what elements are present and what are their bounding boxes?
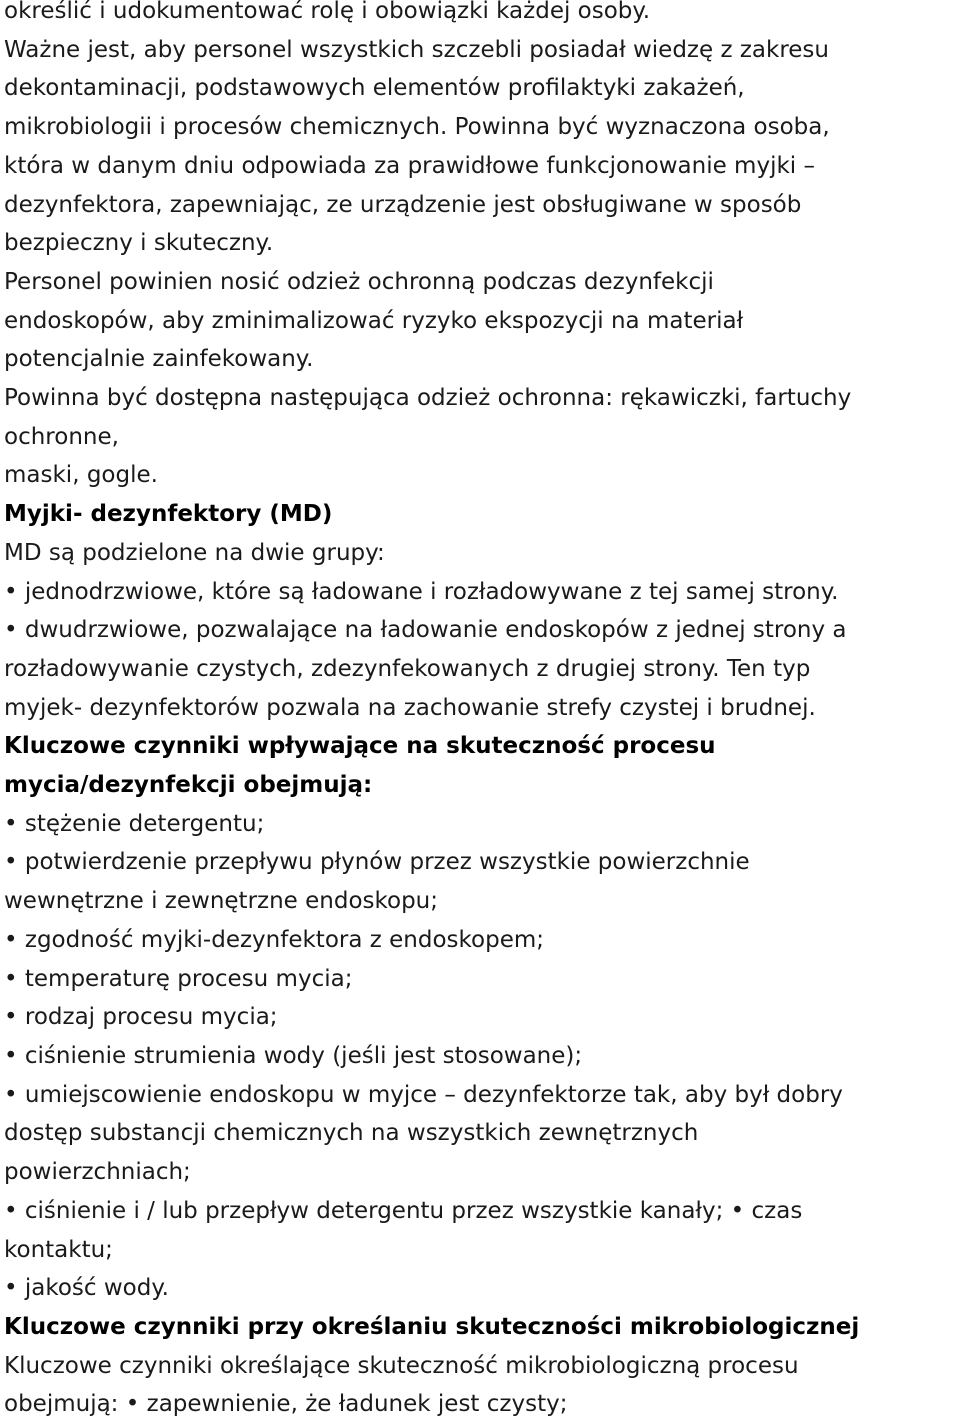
text-line: powierzchniach; bbox=[4, 1159, 191, 1186]
document-page bbox=[4, 0, 960, 1424]
text-line: mikrobiologii i procesów chemicznych. Powinna być wyznaczona osoba, bbox=[4, 114, 830, 141]
text-line: Ważne jest, aby personel wszystkich szczebli posiadał wiedzę z zakresu bbox=[4, 36, 829, 63]
list-item: • zgodność myjki-dezynfektora z endoskopem; bbox=[4, 926, 544, 953]
section-heading-key-factors: Kluczowe czynniki wpływające na skuteczność procesu bbox=[4, 733, 716, 760]
list-item: • umiejscowienie endoskopu w myjce – dezynfektorze tak, aby był dobry bbox=[4, 1081, 843, 1108]
text-line: ochronne, bbox=[4, 423, 119, 450]
list-item: • jakość wody. bbox=[4, 1275, 169, 1302]
text-line: Powinna być dostępna następująca odzież ochronna: rękawiczki, fartuchy bbox=[4, 385, 852, 412]
list-item: • dwudrzwiowe, pozwalające na ładowanie endoskopów z jednej strony a bbox=[4, 617, 847, 644]
text-line: rozładowywanie czystych, zdezynfekowanych z drugiej strony. Ten typ bbox=[4, 655, 811, 682]
text-line: kontaktu; bbox=[4, 1236, 113, 1263]
text-line: Kluczowe czynniki określające skuteczność mikrobiologiczną procesu bbox=[4, 1352, 799, 1379]
text-line: bezpieczny i skuteczny. bbox=[4, 230, 274, 257]
list-item: • jednodrzwiowe, które są ładowane i rozładowywane z tej samej strony. bbox=[4, 578, 839, 605]
text-line: wewnętrzne i zewnętrzne endoskopu; bbox=[4, 888, 439, 915]
section-heading-md: Myjki- dezynfektory (MD) bbox=[4, 501, 333, 528]
text-line: Personel powinien nosić odzież ochronną podczas dezynfekcji bbox=[4, 268, 714, 295]
text-line: myjek- dezynfektorów pozwala na zachowanie strefy czystej i brudnej. bbox=[4, 694, 816, 721]
text-line: określić i udokumentować rolę i obowiązki każdej osoby. bbox=[4, 0, 651, 24]
text-line: która w danym dniu odpowiada za prawidłowe funkcjonowanie myjki – bbox=[4, 152, 815, 179]
list-item: • ciśnienie strumienia wody (jeśli jest stosowane); bbox=[4, 1042, 583, 1069]
text-line: dostęp substancji chemicznych na wszystkich zewnętrznych bbox=[4, 1120, 699, 1147]
list-item: • temperaturę procesu mycia; bbox=[4, 965, 353, 992]
text-line: dezynfektora, zapewniając, ze urządzenie jest obsługiwane w sposób bbox=[4, 191, 802, 218]
text-line: dekontaminacji, podstawowych elementów profilaktyki zakażeń, bbox=[4, 75, 745, 102]
text-line: maski, gogle. bbox=[4, 462, 158, 489]
list-item: • ciśnienie i / lub przepływ detergentu przez wszystkie kanały; • czas bbox=[4, 1197, 803, 1224]
section-heading-microbiological: Kluczowe czynniki przy określaniu skuteczności mikrobiologicznej bbox=[4, 1313, 860, 1340]
list-item: • rodzaj procesu mycia; bbox=[4, 1004, 278, 1031]
text-line: obejmują: • zapewnienie, że ładunek jest czysty; bbox=[4, 1391, 568, 1418]
section-heading-key-factors-cont: mycia/dezynfekcji obejmują: bbox=[4, 772, 373, 799]
text-line: potencjalnie zainfekowany. bbox=[4, 346, 314, 373]
list-item: • stężenie detergentu; bbox=[4, 810, 265, 837]
text-line: MD są podzielone na dwie grupy: bbox=[4, 539, 385, 566]
list-item: • potwierdzenie przepływu płynów przez wszystkie powierzchnie bbox=[4, 849, 750, 876]
text-line: endoskopów, aby zminimalizować ryzyko ekspozycji na materiał bbox=[4, 307, 744, 334]
